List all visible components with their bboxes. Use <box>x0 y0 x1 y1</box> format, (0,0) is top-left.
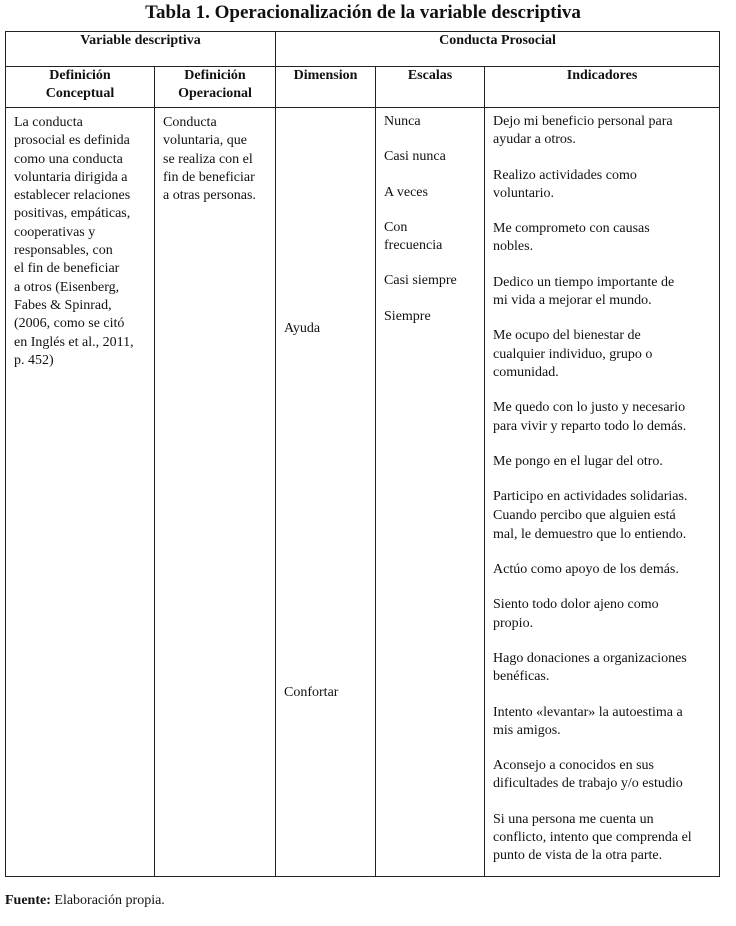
text-line: Cuando percibo que alguien está <box>493 508 676 524</box>
text-line: dificultades de trabajo y/o estudio <box>493 776 683 792</box>
indicadores-cell <box>485 108 720 877</box>
dimension-ayuda: Ayuda <box>284 321 321 336</box>
header-dimension: Dimension <box>276 67 376 108</box>
header-conducta-prosocial: Conducta Prosocial <box>276 32 720 67</box>
text-line: Si una persona me cuenta un <box>493 811 654 827</box>
text-line: Casi siempre <box>384 273 457 289</box>
text-line: Nunca <box>384 114 421 129</box>
text-line: Me quedo con lo justo y necesario <box>493 400 686 416</box>
text-line: responsables, con <box>14 243 113 259</box>
text-line: benéficas. <box>493 669 550 685</box>
escala-item <box>384 148 476 166</box>
text-line: voluntaria dirigida a <box>14 169 128 185</box>
indicador-item <box>493 167 713 204</box>
definicion-conceptual-cell <box>6 108 155 877</box>
header-row-columns <box>6 67 720 108</box>
header-indicadores: Indicadores <box>485 67 720 108</box>
text-line: mi vida a mejorar el mundo. <box>493 293 652 309</box>
text-line: Me pongo en el lugar del otro. <box>493 453 663 469</box>
text-line: para vivir y reparto todo lo demás. <box>493 418 687 434</box>
text-line: el fin de beneficiar <box>14 261 120 277</box>
header-label-line: Definición <box>49 68 111 83</box>
text-line: a otras personas. <box>163 188 256 204</box>
indicador-item <box>493 704 713 741</box>
text-line: cooperativas y <box>14 224 96 240</box>
indicador-item <box>493 327 713 382</box>
text-line: Realizo actividades como <box>493 167 637 183</box>
indicador-item <box>493 399 713 436</box>
definicion-conceptual-text <box>6 108 154 370</box>
indicador-item <box>493 507 713 544</box>
text-line: Me comprometo con causas <box>493 221 650 237</box>
table-title: Tabla 1. Operacionalización de la variable descriptiva <box>145 2 581 23</box>
text-line: nobles. <box>493 239 534 255</box>
text-line: (2006, como se citó <box>14 316 125 332</box>
dimension-cell <box>276 108 376 877</box>
text-line: a otros (Eisenberg, <box>14 279 120 295</box>
header-variable-descriptiva: Variable descriptiva <box>6 32 276 67</box>
text-line: propio. <box>493 615 534 631</box>
text-line: voluntaria, que <box>163 133 247 149</box>
text-line: Dejo mi beneficio personal para <box>493 114 673 129</box>
indicador-item <box>493 561 713 579</box>
header-escalas: Escalas <box>376 67 485 108</box>
escala-item <box>384 184 476 202</box>
text-line: positivas, empáticas, <box>14 206 131 222</box>
text-line: Aconsejo a conocidos en sus <box>493 758 654 774</box>
text-line: comunidad. <box>493 364 559 380</box>
text-line: Casi nunca <box>384 149 446 165</box>
escalas-list <box>376 108 484 326</box>
definicion-operacional-cell <box>155 108 276 877</box>
indicador-item <box>493 757 713 794</box>
text-line: Siempre <box>384 308 431 324</box>
indicador-item <box>493 650 713 687</box>
text-line: Fabes & Spinrad, <box>14 297 112 313</box>
text-line: ayudar a otros. <box>493 132 576 148</box>
text-line: p. 452) <box>14 352 54 368</box>
text-line: como una conducta <box>14 151 123 167</box>
source-text: Elaboración propia. <box>50 893 165 908</box>
escala-item <box>384 308 476 326</box>
indicador-item <box>493 811 713 866</box>
text-line: conflicto, intento que comprenda el <box>493 830 692 846</box>
text-line: Intento «levantar» la autoestima a <box>493 704 683 720</box>
indicador-item <box>493 274 713 311</box>
escalas-cell <box>376 108 485 877</box>
text-line: en Inglés et al., 2011, <box>14 334 134 350</box>
text-line: cualquier individuo, grupo o <box>493 346 653 362</box>
text-line: punto de vista de la otra parte. <box>493 848 663 864</box>
indicadores-list <box>485 108 719 866</box>
header-definicion-operacional <box>155 67 276 108</box>
text-line: Actúo como apoyo de los demás. <box>493 562 679 578</box>
text-line: Me ocupo del bienestar de <box>493 328 641 344</box>
text-line: frecuencia <box>384 238 443 254</box>
indicador-item <box>493 113 713 150</box>
header-row-groups <box>6 32 720 67</box>
operationalization-table <box>5 31 720 877</box>
text-line: establecer relaciones <box>14 188 131 204</box>
text-line: prosocial es definida <box>14 133 130 149</box>
text-line: Dedico un tiempo importante de <box>493 274 675 290</box>
text-line: Con <box>384 219 408 235</box>
text-line: Conducta <box>163 115 217 130</box>
header-label-line: Conceptual <box>45 85 115 101</box>
text-line: fin de beneficiar <box>163 169 255 185</box>
text-line: La conducta <box>14 115 83 130</box>
text-line: Siento todo dolor ajeno como <box>493 597 659 613</box>
escala-item <box>384 219 476 256</box>
text-line: Hago donaciones a organizaciones <box>493 650 687 666</box>
header-label-line: Definición <box>184 68 246 83</box>
indicador-item <box>493 596 713 633</box>
text-line: A veces <box>384 184 428 200</box>
header-label-line: Operacional <box>178 85 252 101</box>
indicador-item <box>493 453 713 471</box>
indicador-item <box>493 220 713 257</box>
dimension-confortar: Confortar <box>284 685 339 700</box>
header-definicion-conceptual <box>6 67 155 108</box>
text-line: voluntario. <box>493 185 555 201</box>
source-label: Fuente: <box>5 893 51 908</box>
escala-item <box>384 113 476 131</box>
text-line: mal, le demuestro que lo entiendo. <box>493 526 687 542</box>
source-note <box>5 892 165 910</box>
indicador-item <box>493 488 713 506</box>
escala-item <box>384 272 476 290</box>
definicion-operacional-text <box>155 108 275 205</box>
text-line: Participo en actividades solidarias. <box>493 489 688 505</box>
text-line: se realiza con el <box>163 151 253 167</box>
text-line: mis amigos. <box>493 722 561 738</box>
body-row <box>6 108 720 877</box>
